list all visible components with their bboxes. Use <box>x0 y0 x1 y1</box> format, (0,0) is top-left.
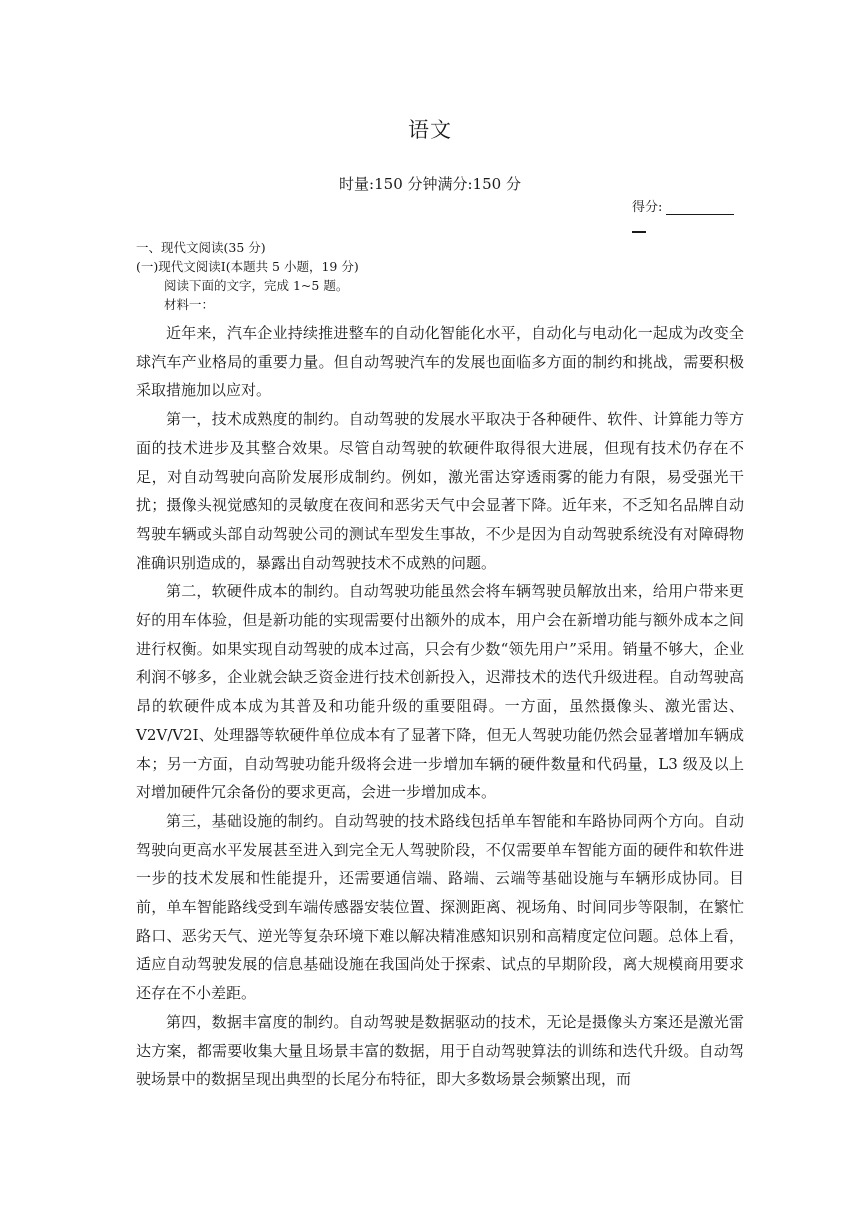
paragraph-second-constraint: 第二，软硬件成本的制约。自动驾驶功能虽然会将车辆驾驶员解放出来，给用户带来更好的用车体验，但是新功能的实现需要付出额外的成本，用户会在新增功能与额外成本之间进行权衡。如果实现自动驾驶的成本过高，只会有少数“领先用户”采用。销量不够大，企业利润不够多，企业就会缺乏资金进行技术创新投入，迟滞技术的迭代升级进程。自动驾驶高昂的软硬件成本成为其普及和功能升级的重要阻碍。一方面，虽然摄像头、激光雷达、V2V/V2I、处理器等软硬件单位成本有了显著下降，但无人驾驶功能仍然会显著增加车辆成本；另一方面，自动驾驶功能升级将会进一步增加车辆的硬件数量和代码量，L3 级及以上对增加硬件冗余备份的要求更高，会进一步增加成本。 <box>136 582 744 802</box>
score-blank-line <box>666 200 734 215</box>
paragraph-intro: 近年来，汽车企业持续推进整车的自动化智能化水平，自动化与电动化一起成为改变全球汽车产业格局的重要力量。但自动驾驶汽车的发展也面临多方面的制约和挑战，需要积极采取措施加以应对。 <box>136 324 744 400</box>
reading-instruction: 阅读下面的文字，完成 1~5 题。 <box>164 278 349 293</box>
subsection-heading: (一)现代文阅读Ⅰ(本题共 5 小题，19 分) <box>136 259 359 274</box>
page-title: 语文 <box>408 118 452 142</box>
paragraph-third-constraint: 第三，基础设施的制约。自动驾驶的技术路线包括单车智能和车路协同两个方向。自动驾驶向更高水平发展甚至进入到完全无人驾驶阶段，不仅需要单车智能方面的硬件和软件进一步的技术发展和性能提升，还需要通信端、路端、云端等基础设施与车辆形成协同。目前，单车智能路线受到车端传感器安装位置、探测距离、视场角、时间同步等限制，在繁忙路口、恶劣天气、逆光等复杂环境下难以解决精准感知识别和高精度定位问题。总体上看，适应自动驾驶发展的信息基础设施在我国尚处于探索、试点的早期阶段，离大规模商用要求还存在不小差距。 <box>136 811 744 1003</box>
material-label: 材料一： <box>164 297 215 312</box>
section-heading: 一、现代文阅读(35 分) <box>136 240 266 255</box>
paragraph-fourth-constraint: 第四，数据丰富度的制约。自动驾驶是数据驱动的技术，无论是摄像头方案还是激光雷达方案，都需要收集大量且场景丰富的数据，用于自动驾驶算法的训练和迭代升级。自动驾驶场景中的数据呈现出典型的长尾分布特征，即大多数场景会频繁出现，而 <box>136 1012 744 1089</box>
exam-time-and-score: 时量:150 分钟满分:150 分 <box>339 175 521 193</box>
score-blank-continuation <box>632 231 646 233</box>
paragraph-first-constraint: 第一，技术成熟度的制约。自动驾驶的发展水平取决于各种硬件、软件、计算能力等方面的技术进步及其整合效果。尽管自动驾驶的软硬件取得很大进展，但现有技术仍存在不足，对自动驾驶向高阶发展形成制约。例如，激光雷达穿透雨雾的能力有限，易受强光干扰；摄像头视觉感知的灵敏度在夜间和恶劣天气中会显著下降。近年来，不乏知名品牌自动驾驶车辆或头部自动驾驶公司的测试车型发生事故，不少是因为自动驾驶系统没有对障碍物准确识别造成的，暴露出自动驾驶技术不成熟的问题。 <box>136 410 744 572</box>
score-label: 得分: <box>632 200 663 215</box>
score-field <box>632 196 734 215</box>
material-body <box>136 319 744 1094</box>
